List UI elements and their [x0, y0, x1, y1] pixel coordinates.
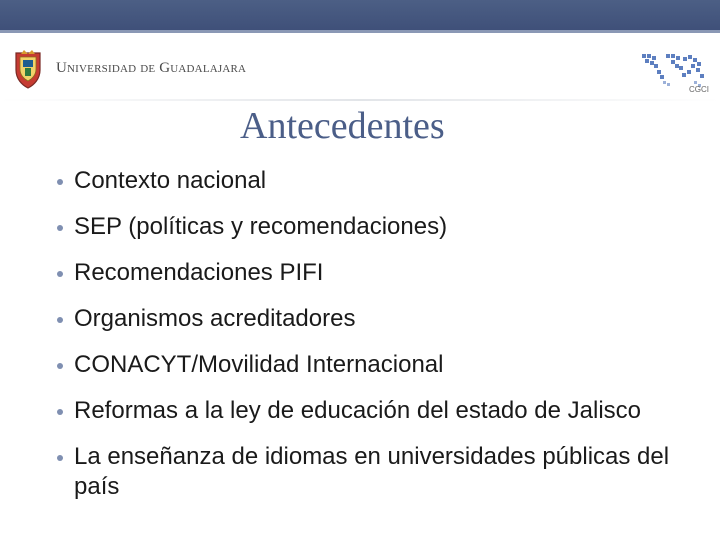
- bullet-text: Contexto nacional: [74, 167, 267, 194]
- university-name: Universidad de Guadalajara: [56, 60, 247, 76]
- bullet-icon: [57, 455, 63, 461]
- top-bar: [0, 0, 720, 30]
- cgci-label: CGCI: [689, 85, 709, 94]
- bullet-list: [55, 166, 695, 518]
- bullet-item: [55, 350, 695, 380]
- bullet-text: Reformas a la ley de educación del estado de Jalisco: [74, 397, 641, 424]
- bullet-icon: [57, 179, 63, 185]
- bullet-item: [55, 442, 695, 502]
- header-rule: [0, 99, 720, 101]
- bullet-text: CONACYT/Movilidad Internacional: [74, 351, 444, 378]
- bullet-icon: [57, 409, 63, 415]
- bullet-text: Recomendaciones PIFI: [74, 259, 324, 286]
- bullet-icon: [57, 271, 63, 277]
- bullet-text: SEP (políticas y recomendaciones): [74, 213, 448, 240]
- bullet-item: [55, 258, 695, 288]
- bullet-icon: [57, 225, 63, 231]
- bullet-icon: [57, 363, 63, 369]
- bullet-item: [55, 396, 695, 426]
- slide-title: Antecedentes: [240, 105, 445, 147]
- bullet-item: [55, 166, 695, 196]
- bullet-item: [55, 304, 695, 334]
- university-crest-icon: [12, 50, 44, 90]
- bullet-item: [55, 212, 695, 242]
- bullet-text: Organismos acreditadores: [74, 305, 356, 332]
- bullet-text: La enseñanza de idiomas en universidades públicas del país: [74, 443, 670, 500]
- bullet-icon: [57, 317, 63, 323]
